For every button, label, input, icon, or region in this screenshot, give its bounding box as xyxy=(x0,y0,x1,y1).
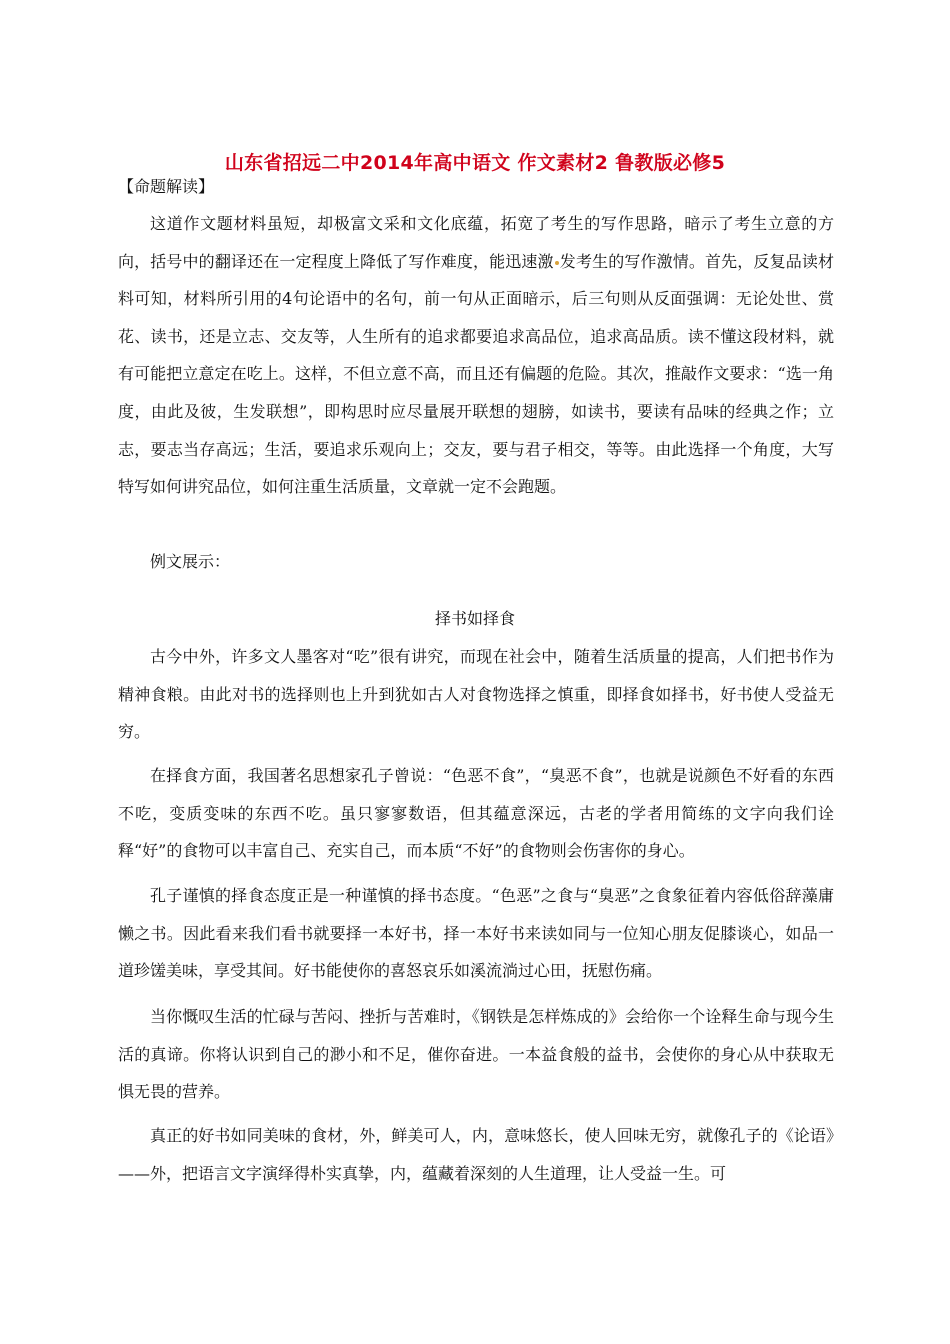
essay-paragraph: 孔子谨慎的择食态度正是一种谨慎的择书态度。“色恶”之食与“臭恶”之食象征着内容低俗辞藻庸懒之书。因此看来我们看书就要择一本好书，择一本好书来读如同与一位知心朋友促膝谈心，如品一道珍馐美味，享受其间。好书能使你的喜怒哀乐如溪流淌过心田，抚慰伤痛。 xyxy=(118,886,834,981)
example-label: 例文展示： xyxy=(150,552,231,571)
intro-text-part1: 这道作文题材料虽短，却极富文采和文化底蕴，拓宽了考生的写作思路，暗示了考生立意的方向，括号中的翻译还在一定程度上降低了写作难度，能迅速激 xyxy=(118,214,834,271)
essay-paragraph: 当你慨叹生活的忙碌与苦闷、挫折与苦难时，《钢铁是怎样炼成的》会给你一个诠释生命与现今生活的真谛。你将认识到自己的渺小和不足，催你奋进。一本益食般的益书，会使你的身心从中获取无惧无畏的营养。 xyxy=(118,1007,834,1102)
essay-paragraph: 真正的好书如同美味的食材，外，鲜美可人，内，意味悠长，使人回味无穷，就像孔子的《论语》——外，把语言文字演绎得朴实真挚，内，蕴藏着深刻的人生道理，让人受益一生。可 xyxy=(118,1126,834,1183)
document-title: 山东省招远二中2014年高中语文 作文素材2 鲁教版必修5 xyxy=(224,152,726,174)
stray-dot-mark xyxy=(555,261,559,265)
section-label: 【命题解读】 xyxy=(118,177,215,196)
intro-paragraph xyxy=(118,205,834,506)
intro-text-part2: 发考生的写作激情。首先，反复品读材料可知，材料所引用的4句论语中的名句，前一句从正面暗示，后三句则从反面强调：无论处世、赏花、读书，还是立志、交友等，人生所有的追求都要追求高品位，追求高品质。读不懂这段材料，就有可能把立意定在吃上。这样，不但立意不高，而且还有偏题的危险。其次，推敲作文要求：“选一角度，由此及彼，生发联想”，即构思时应尽量展开联想的翅膀，如读书，要读有品味的经典之作；立志，要志当存高远；生活，要追求乐观向上；交友，要与君子相交，等等。由此选择一个角度，大写特写如何讲究品位，如何注重生活质量，文章就一定不会跑题。 xyxy=(118,251,834,497)
essay-paragraph: 古今中外，许多文人墨客对“吃”很有讲究，而现在社会中，随着生活质量的提高，人们把书作为精神食粮。由此对书的选择则也上升到犹如古人对食物选择之慎重，即择食如择书，好书使人受益无穷。 xyxy=(118,647,834,742)
essay-paragraph: 在择食方面，我国著名思想家孔子曾说：“色恶不食”，“臭恶不食”，也就是说颜色不好看的东西不吃，变质变味的东西不吃。虽只寥寥数语，但其蕴意深远，古老的学者用简练的文字向我们诠释“好”的食物可以丰富自己、充实自己，而本质“不好”的食物则会伤害你的身心。 xyxy=(118,766,834,861)
essay-title: 择书如择食 xyxy=(434,609,515,628)
